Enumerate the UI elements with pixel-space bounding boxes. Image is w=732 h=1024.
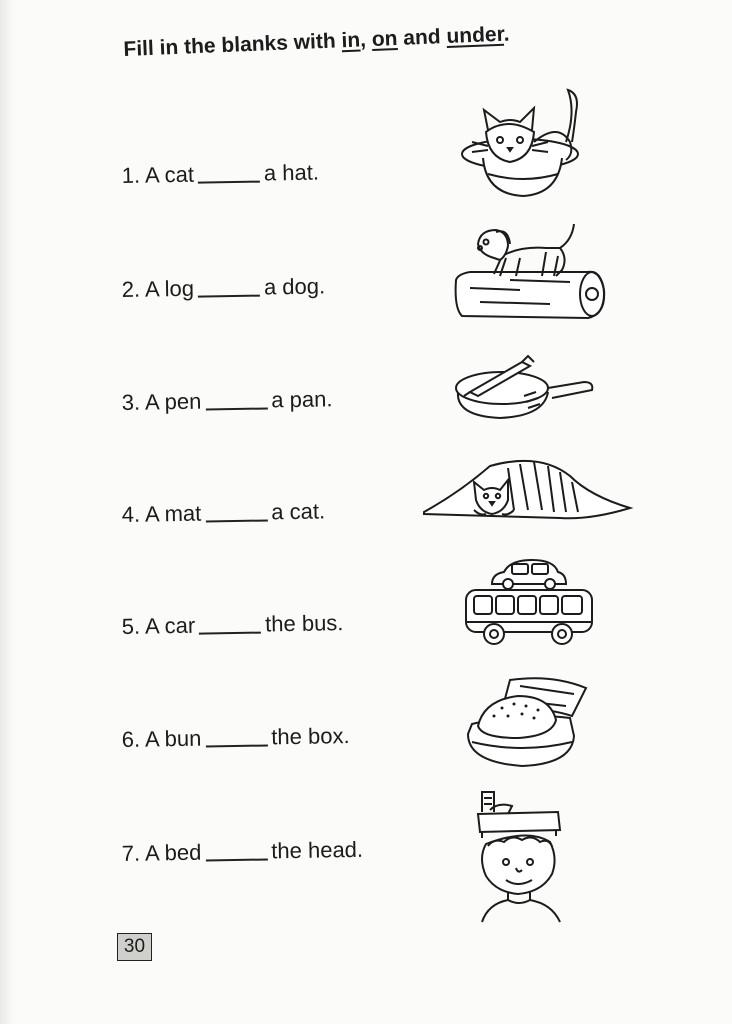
exercise-row-1 [122, 160, 320, 189]
exercise-row-5 [122, 610, 344, 640]
item-object: a pan. [271, 386, 333, 413]
answer-blank-7[interactable] [205, 856, 267, 861]
item-number: 1. [121, 162, 141, 189]
item-subject: A bed [144, 839, 202, 866]
exercise-row-7 [122, 837, 364, 867]
item-subject: A car [144, 612, 196, 639]
item-number: 5. [121, 613, 141, 640]
page-edge [0, 0, 14, 1024]
item-subject: A log [144, 275, 195, 302]
worksheet-title: Fill in the blanks with in, on and under. [123, 22, 510, 62]
item-object: the box. [271, 723, 350, 750]
item-subject: A pen [144, 388, 202, 415]
exercise-row-2 [122, 273, 326, 303]
item-subject: A bun [144, 725, 202, 752]
bun-in-box-icon [462, 672, 592, 772]
pen-in-pan-icon [452, 352, 598, 422]
item-number: 4. [121, 501, 141, 528]
item-number: 7. [121, 840, 141, 867]
item-subject: A mat [144, 500, 202, 527]
item-object: a dog. [263, 273, 326, 300]
cat-under-mat-icon [420, 452, 634, 526]
answer-blank-3[interactable] [205, 405, 267, 410]
cat-in-hat-icon [458, 82, 593, 202]
exercise-row-4 [122, 498, 326, 528]
item-number: 3. [121, 389, 141, 416]
answer-blank-5[interactable] [199, 630, 261, 635]
bed-on-head-icon [468, 788, 586, 924]
answer-blank-4[interactable] [205, 517, 267, 522]
dog-on-log-icon [450, 218, 608, 322]
exercise-row-6 [122, 723, 350, 753]
item-number: 6. [121, 726, 141, 753]
car-on-bus-icon [460, 556, 598, 656]
item-number: 2. [121, 276, 141, 303]
title-word-on: on [371, 27, 398, 52]
item-object: a cat. [271, 498, 326, 525]
exercise-row-3 [122, 386, 333, 416]
title-word-in: in [341, 28, 361, 53]
item-object: the head. [271, 836, 364, 864]
answer-blank-6[interactable] [205, 742, 267, 747]
item-object: the bus. [264, 610, 344, 637]
page-number: 30 [117, 933, 152, 961]
item-object: a hat. [263, 159, 320, 186]
answer-blank-2[interactable] [198, 293, 260, 298]
answer-blank-1[interactable] [198, 179, 260, 184]
item-subject: A cat [144, 161, 195, 188]
title-word-under: under [445, 22, 505, 49]
